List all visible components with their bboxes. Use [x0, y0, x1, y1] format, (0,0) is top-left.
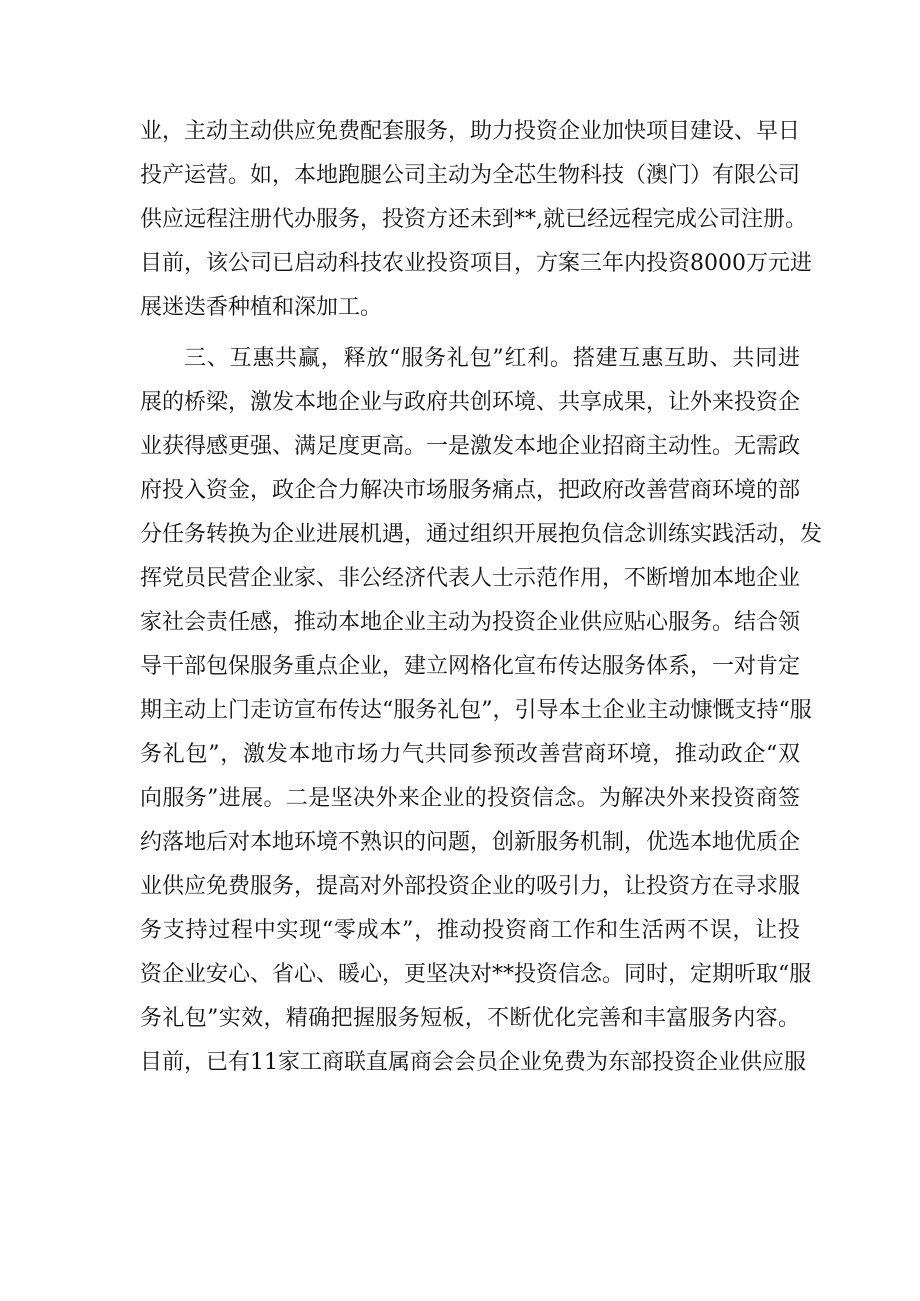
- text-line: 府投入资金，政企合力解决市场服务痛点，把政府改善营商环境的部: [140, 478, 801, 503]
- text-line: 挥党员民营企业家、非公经济代表人士示范作用，不断增加本地企业: [140, 566, 801, 591]
- text-line: 展的桥梁，激发本地企业与政府共创环境、共享成果，让外来投资企: [140, 390, 801, 415]
- text-line: 目前，该公司已启动科技农业投资项目，方案三年内投资8000万元进: [140, 251, 812, 276]
- text-line: 业供应免费服务，提高对外部投资企业的吸引力，让投资方在寻求服: [140, 874, 801, 899]
- paragraph-2: [140, 337, 823, 1085]
- text-line: 业，主动主动供应免费配套服务，助力投资企业加快项目建设、早日: [140, 119, 801, 144]
- text-line: 分任务转换为企业进展机遇，通过组织开展抱负信念训练实践活动，发: [140, 522, 823, 547]
- text-line: 务礼包”，激发本地市场力气共同参预改善营商环境，推动政企“双: [140, 742, 800, 767]
- paragraph-gap: [140, 330, 800, 337]
- text-line: 务礼包”实效，精确把握服务短板，不断优化完善和丰富服务内容。: [140, 1006, 800, 1031]
- text-line: 资企业安心、省心、暖心，更坚决对**投资信念。同时，定期听取“服: [140, 962, 812, 987]
- document-body: [140, 110, 823, 1085]
- text-line: 投产运营。如，本地跑腿公司主动为全芯生物科技（澳门）有限公司: [140, 163, 801, 188]
- text-line: 展迷迭香种植和深加工。: [140, 295, 383, 320]
- text-line: 向服务”进展。二是坚决外来企业的投资信念。为解决外来投资商签: [140, 786, 800, 811]
- text-line: 务支持过程中实现“零成本”，推动投资商工作和生活两不误，让投: [140, 918, 800, 943]
- text-line: 业获得感更强、满足度更高。一是激发本地企业招商主动性。无需政: [140, 434, 801, 459]
- text-line: 三、互惠共赢，释放“服务礼包”红利。搭建互惠互助、共同进: [184, 346, 800, 371]
- text-line: 导干部包保服务重点企业，建立网格化宣布传达服务体系，一对肯定: [140, 654, 801, 679]
- text-line: 供应远程注册代办服务，投资方还未到**,就已经远程完成公司注册。: [140, 207, 807, 232]
- text-line: 目前，已有11家工商联直属商会会员企业免费为东部投资企业供应服: [140, 1050, 806, 1075]
- text-line: 约落地后对本地环境不熟识的问题，创新服务机制，优选本地优质企: [140, 830, 801, 855]
- text-line: 期主动上门走访宣布传达“服务礼包”，引导本土企业主动慷慨支持“服: [140, 698, 812, 723]
- text-line: 家社会责任感，推动本地企业主动为投资企业供应贴心服务。结合领: [140, 610, 801, 635]
- paragraph-1: [140, 110, 812, 330]
